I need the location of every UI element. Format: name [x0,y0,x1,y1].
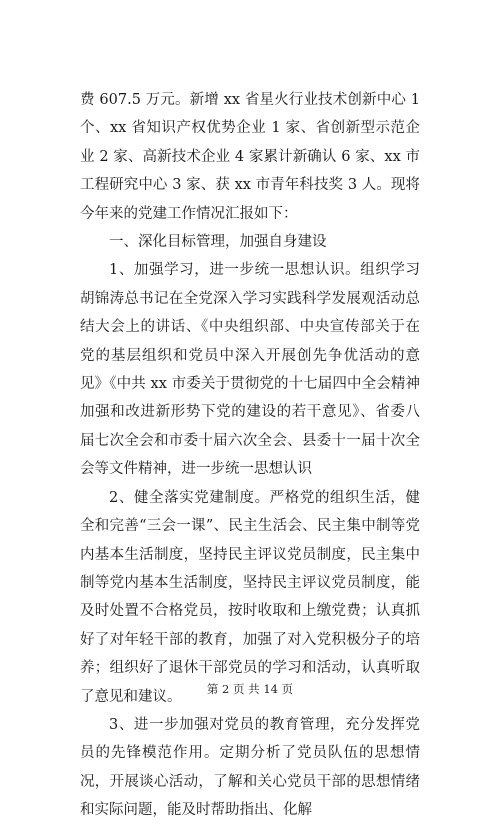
paragraph-education: 3、进一步加强对党员的教育管理，充分发挥党员的先锋模范作用。定期分析了党员队伍的思想情况，开展谈心活动，了解和关心党员干部的思想情绪和实际问题，能及时帮助指出、化解 [80,716,420,819]
page-footer: 第 2 页 共 14 页 [206,682,294,696]
document-body [80,86,420,825]
paragraph-1: 费 607.5 万元。新增 xx 省星火行业技术创新中心 1 个、xx 省知识产权优势企业 1 家、省创新型示范企业 2 家、高新技术企业 4 家累计新确认 6 家、xx 市工程研究中心 3 家、获 xx 市青年科技奖 3 人。现将今年来的党建工作情况汇报如下： [80,92,420,222]
section-heading: 一、深化目标管理，加强自身建设 [109,234,327,251]
paragraph-study: 1、加强学习，进一步统一思想认识。组织学习胡锦涛总书记在全党深入学习实践科学发展观活动总结大会上的讲话、《中央组织部、中央宣传部关于在党的基层组织和党员中深入开展创先争优活动的意见》《中共 xx 市委关于贯彻党的十七届四中全会精神加强和改进新形势下党的建设的若干意见》、省委八届七次全会和市委十届六次全会、县委十一届十次全会等文件精神，进一步统一思想认识 [80,262,420,478]
paragraph-system: 2、健全落实党建制度。严格党的组织生活，健全和完善“三会一课”、民主生活会、民主集中制等党内基本生活制度，坚持民主评议党员制度，民主集中制等党内基本生活制度，坚持民主评议党员制度，能及时处置不合格党员，按时收取和上缴党费；认真抓好了对年轻干部的教育，加强了对入党积极分子的培养；组织好了退休干部党员的学习和活动，认真听取了意见和建议。 [80,489,420,705]
